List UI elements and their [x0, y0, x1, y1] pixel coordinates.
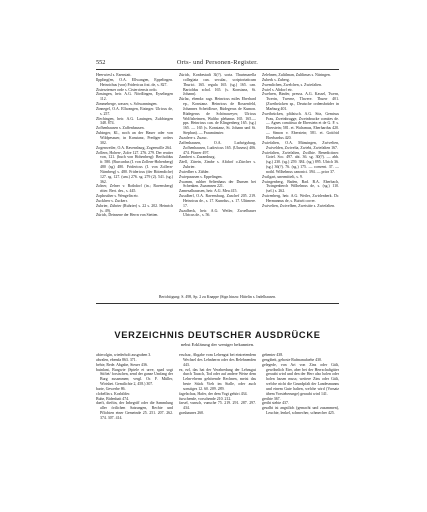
- glossary-entry: ez, ezl, das hat der Verabredung der Lehnsgut durch Tausch, Tod oder auf andere Weise dem Lehn-eherm gehörende Rechnen, meist das beste Stück Vieh im Stalle, oder auch sonstiges 12. 60. 209. 289.: [179, 367, 256, 391]
- register-entry: Zuzalere s. Zuzuc.: [179, 135, 208, 140]
- glossary-entry: abvalen, ebenda 863. 371.: [96, 357, 137, 362]
- register-entry: Zwiedher s. Zühler.: [179, 169, 210, 174]
- glossary-subtitle: nebst Erklärung der weniger bekannten.: [180, 342, 255, 347]
- glossary-columns: [96, 353, 339, 498]
- section-rule: [96, 303, 339, 304]
- running-head: [96, 59, 339, 69]
- glossary-entry: Buhe, Bidenbait 474.: [96, 396, 130, 401]
- register-entry: Zwehren, Binder, preuss. A.G. Kassel, Twern, Twerin, Twerne, Thwere. Thuerr 401. (Zweibrücken sp., Deutsche ordensbrüder in Marburg 401.: [262, 92, 339, 111]
- register-entry: Zwamm, ruhher Seltenhaus der Dunsen bei Schenken. Zuzamsen 221.: [179, 179, 256, 189]
- register-entry: Zusalberl, O.A. Ravensburg, Zuschef 205. 219. Heinricus de., s. 17. Kunrdus., s. 17. Ultimere. 17.: [179, 194, 256, 208]
- glossary-entry: daeft, dieftin, der Inbegriff oder die Sammlung aller örtlichen Satzungen, Rechte und Pflichten einer Gemeinde 25. 251. 207. 262. 374. 307. 414.: [96, 401, 173, 420]
- register-entry: Heerwiesl s. Ezenstatt.: [96, 73, 132, 77]
- register-entry: Zelehnen, Zultilman, Zultlimas s. Nüringen.: [262, 73, 331, 77]
- register-entry: Zolner, Zelner v. Rothdorf (in.; Ravensberg) ritter. Bert. des., s. 445.: [96, 184, 173, 194]
- register-entry: Zäell, Zürein, Zimbe s. Altdorf o.Zürcher s. Zubrier.: [179, 160, 256, 170]
- register-entry: Zweibrücken, pfälzisch. A.G. Sitz, Gemisus Frau, Zweinbrugge, Zweinbrucke comites de. — Agnes comitissa de Eberstein et de G. F. s. Eberstein; 581. et. Walramus, Eberhardus 420. — Simon v. Eberstein; 581. et. Gottfrid Eberhardus 420.: [262, 111, 339, 140]
- glossary-entry: behte, Rede. Abgabe, Steuer 436.: [96, 362, 148, 367]
- register-entry: Zisterzienser orde s. Cisterciensis ordo.: [96, 87, 158, 92]
- register-entry: Zlechingen, heir. A.G. Lauingen, Zulchingen 348. 874.: [96, 116, 173, 126]
- register-entry: Zophruther s. Wengelin etr.: [96, 194, 139, 199]
- register-entry: Zwiefalten, O.A. Münsingen, Zwivelten, Zwivelden, Zwivelta, Zwiebi, Zwiefalten 167.: [262, 140, 339, 150]
- berichtigung-note: Berichtigung: S. 498, Sp. 2 zu Knappe (Sign hinzu: Hittelin s. Indelhausen.: [158, 295, 277, 299]
- register-entry: Zwivelten, Zwivelben, Zweisitte s. Zwiefalten.: [262, 203, 336, 208]
- register-entry: Zinsingen, heir. A.G. Nördlingen, Eyselingen 112.: [96, 92, 173, 102]
- register-entry: Zwiel s. Altdorf etr.: [262, 87, 293, 92]
- register-entry: Zubinger, Kl., noch an der Hauer oder von Wildpesauer, in Konstanz, Prediger orders 302.: [96, 131, 173, 145]
- register-entry: Zwingenberg, Baden, Bad. B.A. Eberbach, Twingenberch Wilhelmus de, s. (sg.) 110. (sel.) s. 262.: [262, 179, 339, 194]
- glossary-entry: gelegede, von Art von Zins oder Gült, gewöhnlich Eier, aber bei der Herrschaftgüter geraubt wird und den der Herr also holen oder holen lassen muss; weitere Zins oder Gült, welche nicht die Grundpfalt der Landesmanns und einem Gute halten, welche wird (Vorsatz übem Vorsteherunge) geraubt wird 141.: [262, 362, 339, 396]
- glossary-entry: furschende, vorschende 210. 212.: [179, 396, 232, 401]
- register-column-1: [96, 73, 173, 290]
- register-entry: Zimmeberge, wasser, s. Schwanningen.: [96, 102, 158, 107]
- register-entry: Zwiefalten, Zwiefalten, Zwilbie. Benedictiner. Gotel. Soc. 497. abt. 36. sg. 30(?). — abb. (sg.) 230. (sg.) 259. 384. (sg.) 895. Ulrich 36. (sg.) 36(?). 76. (sg.) 175. — convent. 37. — nothl. Wilhelmus canonici. 394. — prior 37.: [262, 150, 339, 174]
- glossary-entry: farsel, vunsch, vunsche 75. 219. 291. 287. 297. 434.: [179, 401, 256, 411]
- register-entry: Zaffenhausen, O.A. Ludwigsburg, Zofhenhausen, Ludovicus 165. (Uluseus) 406. 474. Pfarrer 497.: [179, 140, 256, 155]
- glossary-title: VERZEICHNIS DEUTSCHER AUSDRÜCKE: [114, 330, 321, 340]
- glossary-entry: clobellin s. Kosbilder.: [96, 391, 131, 396]
- glossary-entry: erschaz, Abgabe vom Lehengut bei eintretendem Wechsel des Lehnherrn oder des Belehnenden 443.: [179, 353, 256, 367]
- glossary-entry: gesalbt ist angstlich (gemacht und zusammen), Leuchte, lenkel, schmecher, schmecher 425.: [262, 406, 339, 416]
- register-entry: Zofhenhausen s. Zaffenhausen.: [96, 126, 145, 131]
- running-head-title: Orts- und Personen-Register.: [176, 59, 259, 66]
- register-entry: Zwiepaussen s. Eppelingen.: [179, 174, 223, 179]
- glossary-entry: fagelschaz, Hafer, der dem Vogt gehört 434.: [179, 391, 248, 396]
- glossary-entry: gengibeit, geboste Rufmanufaehe 430.: [262, 357, 322, 362]
- register-entry: Zubrier, Zübrier (Ruhrier) s. 22 s. 202. Heinrich (s. 49).: [96, 203, 173, 213]
- register-column-2: [179, 73, 256, 290]
- register-entry: Zürich, Konbestadt 3l(?). sorta. Thurtmarella collegiata can. secular., scriptoriaticum Thurici. 165. regula 165. (sg.) 165. can. Bartoldus schol. 165. (s. Konstanz, St. Johann).: [179, 73, 256, 97]
- register-entry: Zamesalhaussen, heir. A.G. Meu 415.: [179, 189, 238, 194]
- header-rule: [96, 69, 339, 70]
- register-entry: Zuzalbeck, heir. A.G. Weiler, Zwoelbauer Ulricus de., s. 56.: [179, 208, 256, 218]
- register-entry: Zollern, Hohen-, Zolre 127. 276. 279. Der reutter von, 121. (buch von Hohenberg): Bertholdus fr. 580. (Burcardus (I. von Zollern-Hohenberg) 480 (sg) 480. Fridericus (I. von Zollern-Nürnberg) s. 480. Fridericus (der Bittendiche) 127. sg. 127. (um.) 276. sg. 279 (2). 541. (sg.) 362.: [96, 150, 173, 184]
- register-entry: Zuckherr s. Zuckerr.: [96, 198, 128, 203]
- register-columns: [96, 73, 339, 290]
- glossary-entry: gebenter 438.: [262, 353, 284, 357]
- glossary-entry: abirvolgin, wiederholt ausgraben 3.: [96, 353, 152, 357]
- glossary-entry: grasbaunes 260.: [179, 411, 205, 416]
- glossary-column-2: [179, 353, 256, 498]
- register-entry: Zogenweiler, O.A. Ravensburg, Zogenwille 264.: [96, 145, 172, 150]
- glossary-entry: buinlant, Burgwie (Spiele et urve, spad sogt Stiftet/ forsischen, send der ganze Umfang der Burg zusammen; vergl. Or. F. Müller, Wirtsbet. Gemtlichte 2, 458.) 307.: [96, 367, 173, 387]
- register-entry: Zwilgart, unermittelt, s. 9.: [262, 174, 303, 179]
- register-entry: Zambert s. Zuzamburg.: [179, 155, 216, 160]
- register-entry: Zürlac, ebenda: ragr. Heinricus miles Eberhard ep., Konstanz. Heinricus de Rossenfeld, Johannes Scheidlowe, Rüdegerus de Kumon. Rüdegerus de Schönaweyer, Ulricus Wolfisheimen, Waltho plebanus 165. 165.—pps. Heinricus can. de Klingenberg 165. (sg.) 165. — 165 (s. Konstanz, St. Johann und St. Stephan). — Fraumünster.: [179, 97, 256, 136]
- register-entry: Zwirenberg, heir. A.G. Weiler, Zwirlenberk. Dr. Hermannus de, s. Buiwit correr.: [262, 194, 339, 203]
- register-entry: Zinnegel, O.A. Ellwangen, Eizinger. Ulricus de, s. 257.: [96, 106, 173, 116]
- register-entry: Ilppling(en, O.A. Ellwangen, Eppelingen. Heinrichus (von) Fridericus frat. de, s. 827.: [96, 77, 173, 87]
- register-entry: Zürich, Deinsene der Herrn von Stetten.: [96, 213, 159, 218]
- register-entry: Zuberk s. Zuberg.: [262, 77, 290, 82]
- page-number: 552: [96, 59, 106, 66]
- glossary-column-3: [262, 353, 339, 498]
- glossary-column-1: [96, 353, 173, 498]
- glossary-entry: gerihte 367.: [262, 396, 281, 401]
- glossary-entry: geriht stehte 437.: [262, 401, 289, 406]
- glossary-entry: barte, Gewerbe 86.: [96, 386, 126, 391]
- register-entry: Zwemlichen, Zwelchen, s. Zwiefalten.: [262, 82, 322, 87]
- register-column-3: [262, 73, 339, 290]
